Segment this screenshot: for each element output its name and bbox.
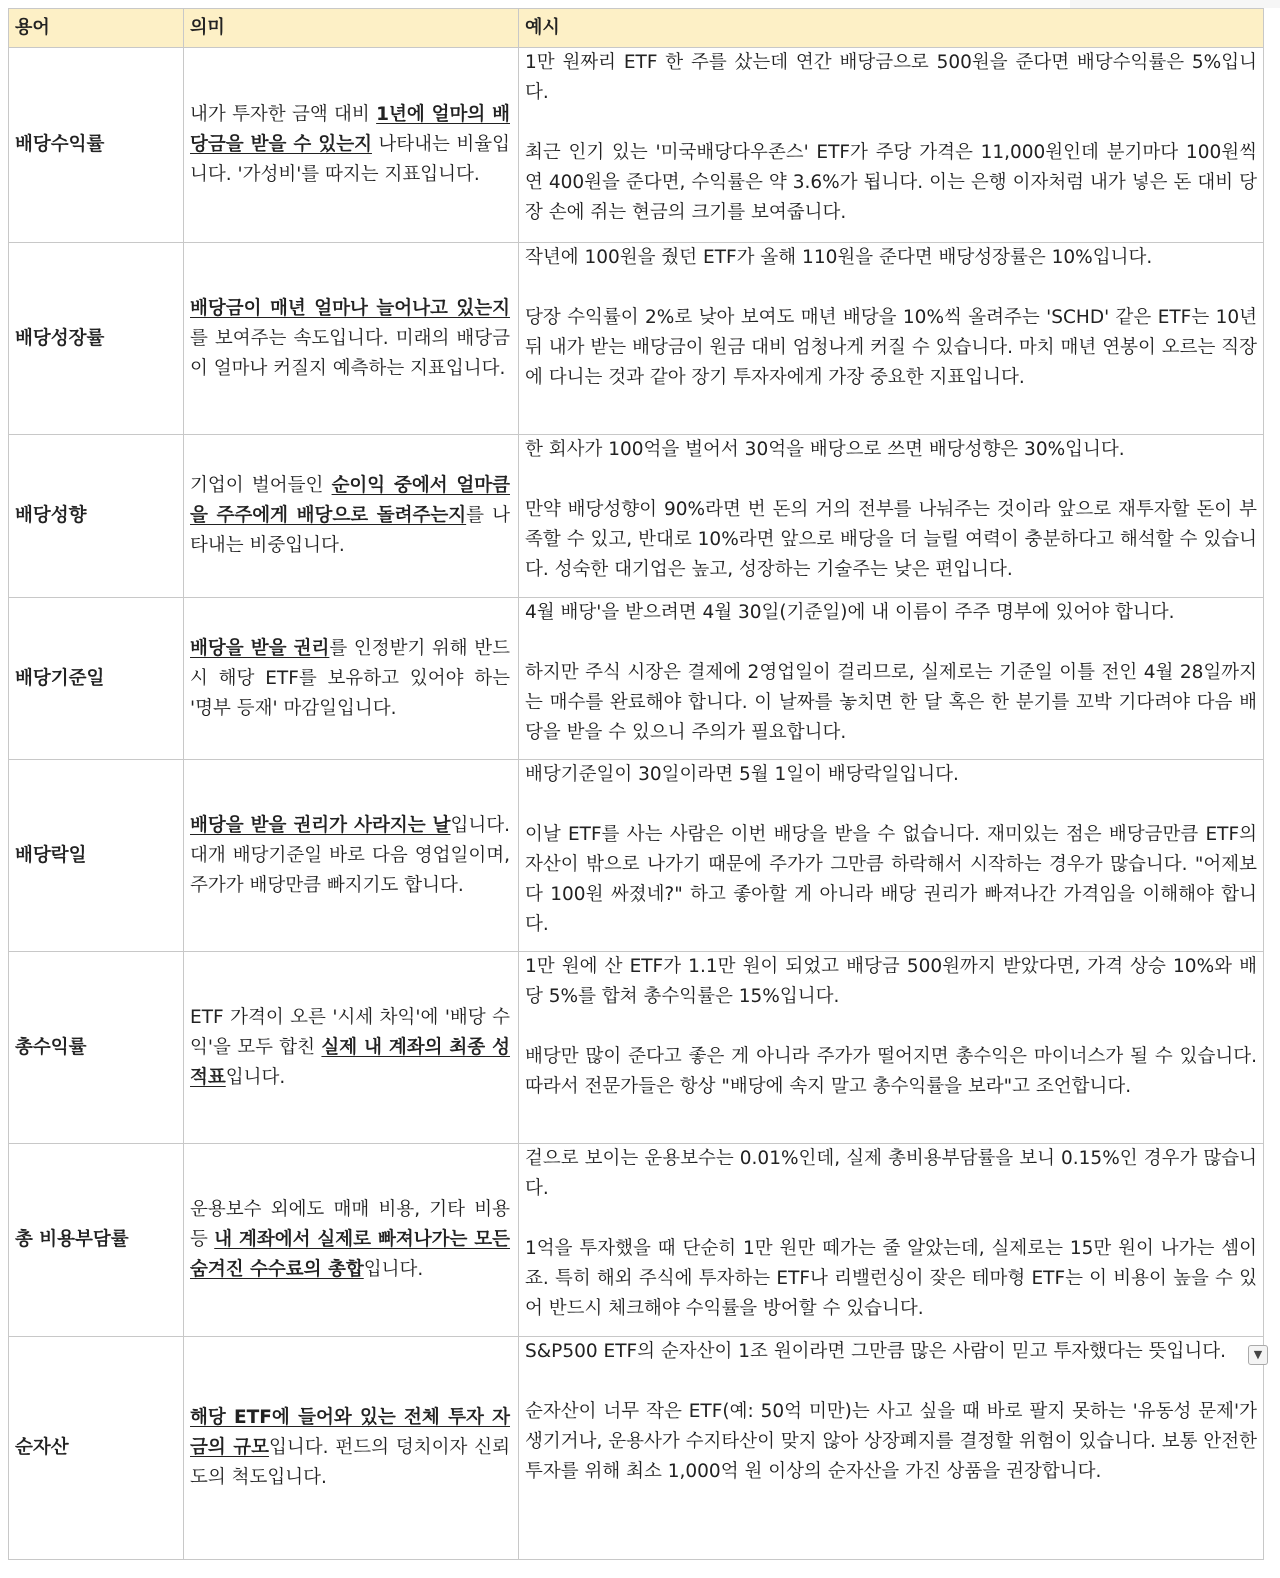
header-meaning: 의미 xyxy=(184,9,519,48)
meaning-highlight: 1년에 얼마의 배당금을 받을 수 있는지 xyxy=(190,104,510,155)
meaning-cell xyxy=(184,243,519,435)
meaning-cell xyxy=(184,952,519,1144)
example-cell xyxy=(519,1144,1264,1337)
example-paragraph: 순자산이 너무 작은 ETF(예: 50억 미만)는 사고 싶을 때 바로 팔지 못하는 '유동성 문제'가 생기거나, 운용사가 수지타산이 맞지 않아 상장폐지를 결정할 위험이 있습니다. 보통 안전한 투자를 위해 최소 1,000억 원 이상의 순자산을 가진 상품을 권장합니다. xyxy=(525,1401,1257,1482)
meaning-cell xyxy=(184,1144,519,1337)
window-corner xyxy=(1070,0,1280,8)
example-cell xyxy=(519,243,1264,435)
table-row xyxy=(9,1144,1264,1337)
table-row xyxy=(9,435,1264,598)
example-paragraph: 배당기준일이 30일이라면 5월 1일이 배당락일입니다. xyxy=(525,764,959,785)
meaning-text: 입니다. 대개 배당기준일 바로 다음 영업일이며, 주가가 배당만큼 빠지기도 합니다. xyxy=(190,814,510,896)
meaning-highlight: 내 계좌에서 실제로 빠져나가는 모든 숨겨진 수수료의 총합 xyxy=(190,1229,510,1280)
table-row xyxy=(9,760,1264,952)
example-cell xyxy=(519,48,1264,243)
table-row xyxy=(9,598,1264,760)
meaning-highlight: 배당을 받을 권리가 사라지는 날 xyxy=(190,814,451,836)
meaning-highlight: 배당을 받을 권리 xyxy=(190,637,330,659)
example-paragraph: 작년에 100원을 줬던 ETF가 올해 110원을 준다면 배당성장률은 10%입니다. xyxy=(525,247,1153,268)
term-cell: 배당수익률 xyxy=(9,48,184,243)
example-cell xyxy=(519,1337,1264,1560)
term-cell: 배당성향 xyxy=(9,435,184,598)
meaning-text: 입니다. xyxy=(363,1259,424,1280)
term-cell: 순자산 xyxy=(9,1337,184,1560)
chevron-down-icon[interactable]: ▼ xyxy=(1248,1345,1268,1365)
glossary-table xyxy=(8,8,1264,1560)
table-row xyxy=(9,48,1264,243)
meaning-cell xyxy=(184,48,519,243)
glossary-sheet xyxy=(8,8,1263,1560)
example-cell xyxy=(519,952,1264,1144)
term-cell: 배당성장률 xyxy=(9,243,184,435)
example-paragraph: 당장 수익률이 2%로 낮아 보여도 매년 배당을 10%씩 올려주는 'SCHD' 같은 ETF는 10년 뒤 내가 받는 배당금이 원금 대비 엄청나게 커질 수 있습니다. 마치 매년 연봉이 오르는 직장에 다니는 것과 같아 장기 투자자에게 가장 중요한 지표입니다. xyxy=(525,307,1257,388)
example-paragraph: 한 회사가 100억을 벌어서 30억을 배당으로 쓰면 배당성향은 30%입니다. xyxy=(525,439,1125,460)
example-paragraph: S&P500 ETF의 순자산이 1조 원이라면 그만큼 많은 사람이 믿고 투자했다는 뜻입니다. xyxy=(525,1341,1226,1362)
meaning-text: 내가 투자한 금액 대비 xyxy=(190,104,377,125)
meaning-highlight: 해당 ETF에 들어와 있는 전체 투자 자금의 규모 xyxy=(190,1407,510,1458)
example-paragraph: 배당만 많이 준다고 좋은 게 아니라 주가가 떨어지면 총수익은 마이너스가 될 수 있습니다. 따라서 전문가들은 항상 "배당에 속지 말고 총수익률을 보라"고 조언합니다. xyxy=(525,1046,1257,1097)
table-row xyxy=(9,1337,1264,1560)
meaning-text: 를 나타내는 비중입니다. xyxy=(190,505,510,556)
meaning-cell xyxy=(184,435,519,598)
meaning-text: 입니다. xyxy=(225,1066,286,1088)
example-paragraph: 겉으로 보이는 운용보수는 0.01%인데, 실제 총비용부담률을 보니 0.15%인 경우가 많습니다. xyxy=(525,1148,1257,1199)
example-cell xyxy=(519,435,1264,598)
example-paragraph: 만약 배당성향이 90%라면 번 돈의 거의 전부를 나눠주는 것이라 앞으로 재투자할 돈이 부족할 수 있고, 반대로 10%라면 앞으로 배당을 더 늘릴 여력이 충분하다고 해석할 수 있습니다. 성숙한 대기업은 높고, 성장하는 기술주는 낮은 편입니다. xyxy=(525,499,1257,580)
example-paragraph: 4월 배당'을 받으려면 4월 30일(기준일)에 내 이름이 주주 명부에 있어야 합니다. xyxy=(525,602,1175,623)
meaning-cell xyxy=(184,760,519,952)
meaning-cell xyxy=(184,598,519,760)
example-paragraph: 1만 원에 산 ETF가 1.1만 원이 되었고 배당금 500원까지 받았다면, 가격 상승 10%와 배당 5%를 합쳐 총수익률은 15%입니다. xyxy=(525,956,1257,1007)
meaning-text: 입니다. 펀드의 덩치이자 신뢰도의 척도입니다. xyxy=(190,1437,510,1488)
meaning-highlight: 실제 내 계좌의 최종 성적표 xyxy=(190,1036,510,1088)
term-cell: 총수익률 xyxy=(9,952,184,1144)
term-cell: 배당락일 xyxy=(9,760,184,952)
example-paragraph: 1만 원짜리 ETF 한 주를 샀는데 연간 배당금으로 500원을 준다면 배당수익률은 5%입니다. xyxy=(525,52,1257,103)
meaning-text: 운용보수 외에도 매매 비용, 기타 비용 등 xyxy=(190,1199,510,1250)
meaning-cell xyxy=(184,1337,519,1560)
meaning-highlight: 배당금이 매년 얼마나 늘어나고 있는지 xyxy=(190,297,510,319)
meaning-highlight: 순이익 중에서 얼마큼을 주주에게 배당으로 돌려주는지 xyxy=(190,475,510,526)
table-row xyxy=(9,243,1264,435)
example-paragraph: 1억을 투자했을 때 단순히 1만 원만 떼가는 줄 알았는데, 실제로는 15만 원이 나가는 셈이죠. 특히 해외 주식에 투자하는 ETF나 리밸런싱이 잦은 테마형 ETF는 이 비용이 높을 수 있어 반드시 체크해야 수익률을 방어할 수 있습니다. xyxy=(525,1238,1257,1319)
meaning-text: 를 보여주는 속도입니다. 미래의 배당금이 얼마나 커질지 예측하는 지표입니다. xyxy=(190,327,510,379)
example-paragraph: 이날 ETF를 사는 사람은 이번 배당을 받을 수 없습니다. 재미있는 점은 배당금만큼 ETF의 자산이 밖으로 나가기 때문에 주가가 그만큼 하락해서 시작하는 경우가 많습니다. "어제보다 100원 싸졌네?" 하고 좋아할 게 아니라 배당 권리가 빠져나간 가격임을 이해해야 합니다. xyxy=(525,824,1257,935)
header-row xyxy=(9,9,1264,48)
example-cell xyxy=(519,598,1264,760)
meaning-text: 를 인정받기 위해 반드시 해당 ETF를 보유하고 있어야 하는 '명부 등재' 마감일입니다. xyxy=(190,637,511,719)
meaning-text: ETF 가격이 오른 '시세 차익'에 '배당 수익'을 모두 합친 xyxy=(190,1006,510,1058)
example-paragraph: 하지만 주식 시장은 결제에 2영업일이 걸리므로, 실제로는 기준일 이틀 전인 4월 28일까지는 매수를 완료해야 합니다. 이 날짜를 놓치면 한 달 혹은 한 분기를 꼬박 기다려야 다음 배당을 받을 수 있으니 주의가 필요합니다. xyxy=(525,662,1257,743)
term-cell: 배당기준일 xyxy=(9,598,184,760)
example-cell xyxy=(519,760,1264,952)
header-example: 예시 xyxy=(519,9,1264,48)
example-paragraph: 최근 인기 있는 '미국배당다우존스' ETF가 주당 가격은 11,000원인데 분기마다 100원씩 연 400원을 준다면, 수익률은 약 3.6%가 됩니다. 이는 은행 이자처럼 내가 넣은 돈 대비 당장 손에 쥐는 현금의 크기를 보여줍니다. xyxy=(525,142,1257,223)
meaning-text: 나타내는 비율입니다. '가성비'를 따지는 지표입니다. xyxy=(190,134,510,185)
header-term: 용어 xyxy=(9,9,184,48)
table-row xyxy=(9,952,1264,1144)
term-cell: 총 비용부담률 xyxy=(9,1144,184,1337)
meaning-text: 기업이 벌어들인 xyxy=(190,475,332,496)
